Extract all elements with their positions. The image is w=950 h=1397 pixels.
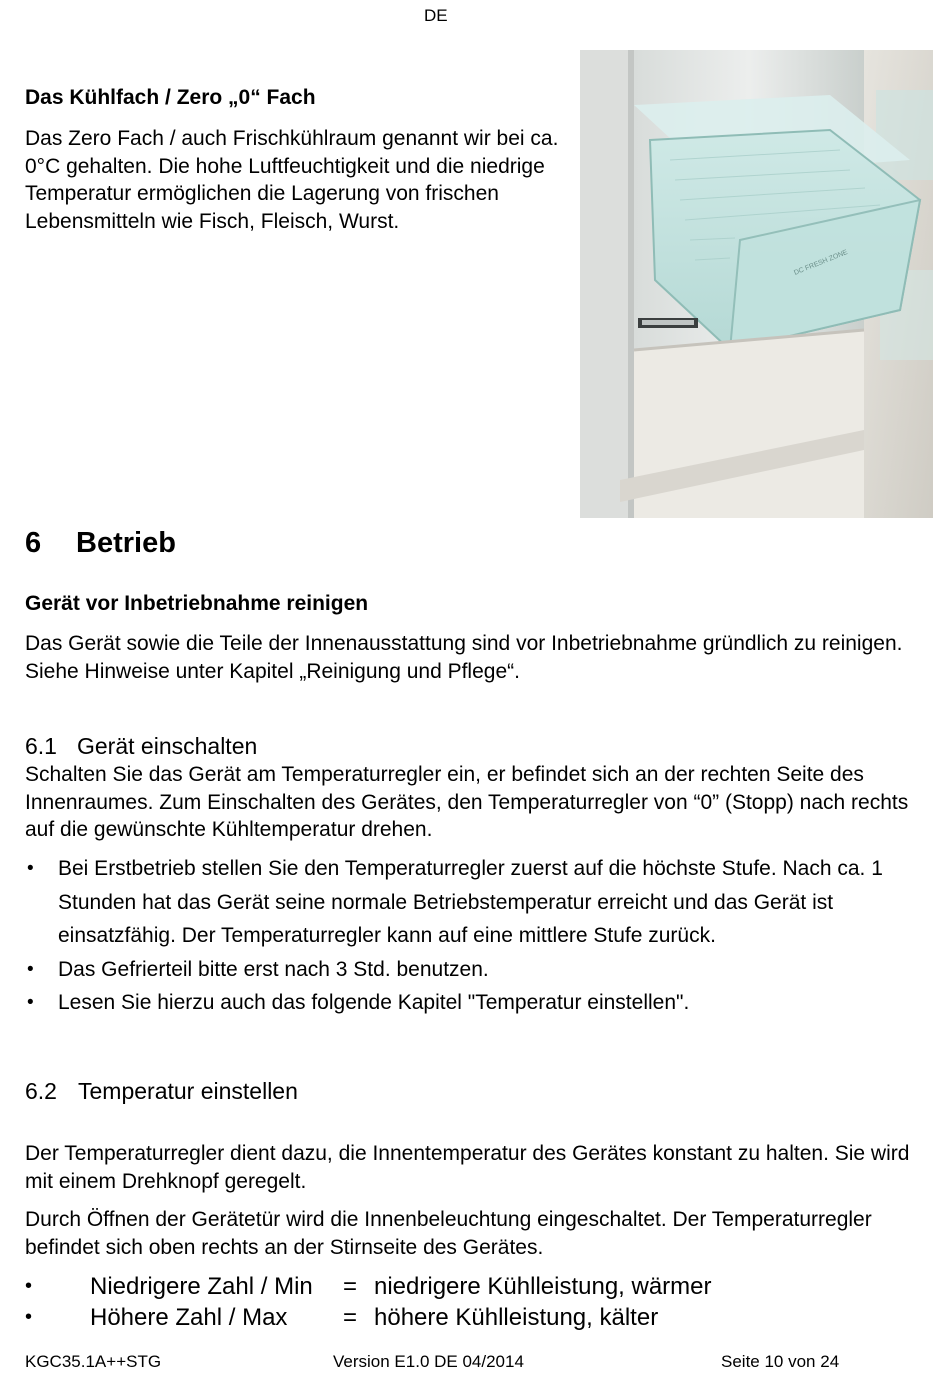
section-number: 6.1: [25, 733, 57, 759]
section-6-1-heading: [25, 733, 257, 760]
setting-value: Höhere Zahl / Max: [90, 1304, 288, 1331]
list-item: • Lesen Sie hierzu auch das folgende Kapitel "Temperatur einstellen".: [25, 986, 930, 1020]
footer-page-number: Seite 10 von 24: [721, 1352, 840, 1371]
setting-value: Niedrigere Zahl / Min: [90, 1273, 313, 1300]
cleaning-subheading: Gerät vor Inbetriebnahme reinigen: [25, 592, 369, 615]
kuehlfach-heading: Das Kühlfach / Zero „0“ Fach: [25, 86, 316, 109]
list-item: • Bei Erstbetrieb stellen Sie den Temperaturregler zuerst auf die höchste Stufe. Nach ca. 1 Stunden hat das Gerät seine normale Betriebstemperatur erreicht und das Gerät ist einsatzfähig. Der Temperaturregler kann auf eine mittlere Stufe zurück.: [25, 852, 930, 953]
footer-version: Version E1.0 DE 04/2014: [333, 1352, 524, 1371]
bullet-icon: •: [25, 1306, 33, 1328]
equals-sign: =: [343, 1304, 358, 1331]
section-6-2-paragraph-1: Der Temperaturregler dient dazu, die Innentemperatur des Gerätes konstant zu halten. Sie wird mit einem Drehknopf geregelt.: [25, 1142, 910, 1193]
setting-effect: niedrigere Kühlleistung, wärmer: [374, 1273, 712, 1300]
kuehlfach-paragraph: Das Zero Fach / auch Frischkühlraum genannt wir bei ca. 0°C gehalten. Die hohe Luftfeuchtigkeit und die niedrige Temperatur ermöglichen die Lagerung von frischen Lebensmitteln wie Fisch, Fleisch, Wurst.: [25, 127, 559, 233]
section-number: 6.2: [25, 1078, 57, 1104]
section-6-1-bullet-list: [25, 852, 930, 1020]
section-6-2-paragraph-2: Durch Öffnen der Gerätetür wird die Innenbeleuchtung eingeschaltet. Der Temperaturregler befindet sich oben rechts an der Stirnseite des Gerätes.: [25, 1208, 872, 1259]
chapter-6-heading: [25, 527, 176, 560]
section-title: Gerät einschalten: [77, 733, 258, 759]
chapter-title: Betrieb: [76, 527, 176, 559]
equals-sign: =: [343, 1273, 358, 1300]
section-6-2-heading: [25, 1078, 298, 1105]
list-item: • Das Gefrierteil bitte erst nach 3 Std. benutzen.: [25, 953, 930, 987]
chapter-number: 6: [25, 527, 42, 559]
fridge-fresh-zone-photo: [580, 50, 933, 518]
section-6-1-paragraph: Schalten Sie das Gerät am Temperaturregler ein, er befindet sich an der rechten Seite des Innenraumes. Zum Einschalten des Gerätes, den Temperaturregler von “0” (Stopp) nach rechts auf die gewünschte Kühltemperatur drehen.: [25, 763, 909, 841]
language-code: DE: [424, 6, 448, 25]
footer-model: KGC35.1A++STG: [25, 1352, 162, 1371]
bullet-icon: •: [25, 1275, 33, 1297]
drawer-label: DC FRESH ZONE: [793, 248, 849, 277]
section-title: Temperatur einstellen: [78, 1078, 298, 1104]
setting-effect: höhere Kühlleistung, kälter: [374, 1304, 659, 1331]
cleaning-paragraph: Das Gerät sowie die Teile der Innenausstattung sind vor Inbetriebnahme gründlich zu reinigen. Siehe Hinweise unter Kapitel „Reinigung und Pflege“.: [25, 632, 903, 683]
